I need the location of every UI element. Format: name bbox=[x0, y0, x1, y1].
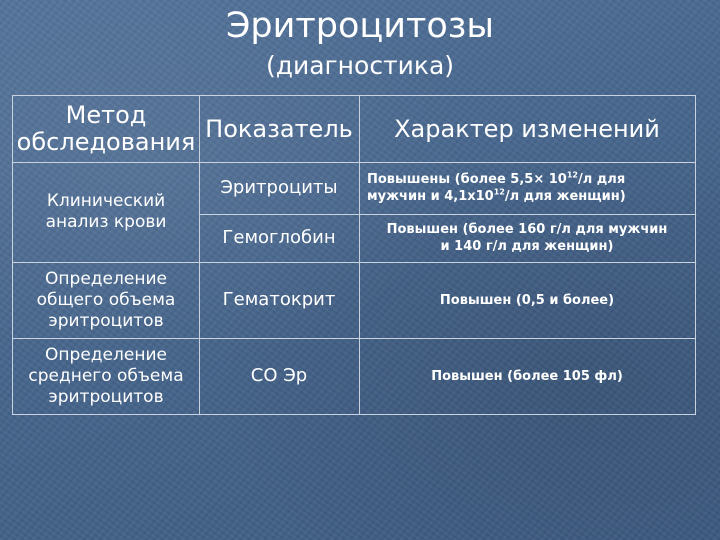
change-text-part: мужчин и 4,1х10 bbox=[367, 189, 494, 204]
indicator-cell: Эритроциты bbox=[220, 177, 338, 198]
change-cell: Повышен (более 160 г/л для мужчин и 140 г/л для женщин) bbox=[386, 222, 668, 254]
change-text-part: /л для bbox=[578, 172, 626, 187]
diagnostics-table bbox=[12, 95, 696, 415]
change-cell: Повышен (0,5 и более) bbox=[439, 292, 615, 308]
exponent: 12 bbox=[493, 187, 505, 197]
header-indicator: Показатель bbox=[205, 114, 353, 143]
change-line bbox=[367, 171, 626, 188]
change-cell: Повышен (более 105 фл) bbox=[431, 368, 623, 384]
slide-title: Эритроцитозы bbox=[225, 6, 495, 46]
slide-subtitle: (диагностика) bbox=[265, 51, 455, 80]
method-cell: Определение общего объема эритроцитов bbox=[36, 268, 176, 331]
change-line bbox=[367, 188, 626, 205]
indicator-cell: Гемоглобин bbox=[222, 227, 336, 248]
method-cell: Клинический анализ крови bbox=[45, 191, 167, 232]
indicator-cell: Гематокрит bbox=[222, 289, 336, 310]
header-method: Метод обследования bbox=[16, 101, 196, 156]
method-cell: Определение среднего объема эритроцитов bbox=[28, 344, 184, 407]
indicator-cell: СО Эр bbox=[250, 365, 308, 386]
change-text-part: /л для женщин) bbox=[504, 189, 626, 204]
header-change: Характер изменений bbox=[394, 114, 660, 143]
change-text-part: Повышены (более 5,5× 10 bbox=[367, 172, 567, 187]
exponent: 12 bbox=[566, 170, 578, 180]
change-cell bbox=[359, 162, 695, 214]
change-text bbox=[367, 171, 626, 205]
